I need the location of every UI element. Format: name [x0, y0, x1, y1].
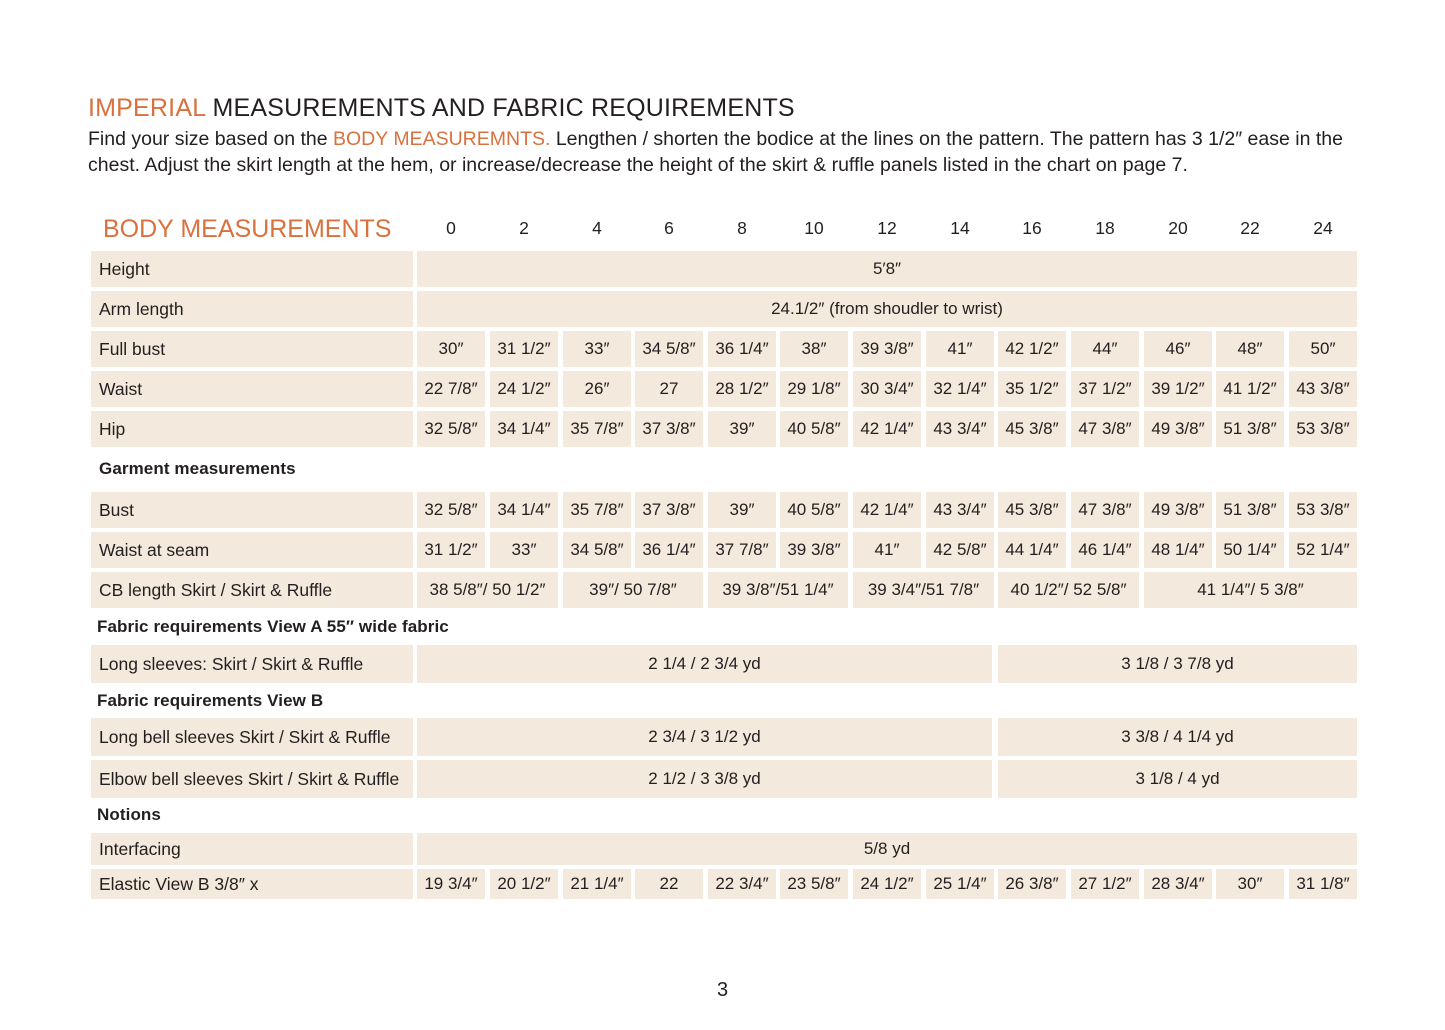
- row-label-fabric-b: Long bell sleeves Skirt / Skirt & Ruffle: [91, 718, 413, 756]
- title-rest: MEASUREMENTS AND FABRIC REQUIREMENTS: [205, 94, 795, 122]
- page-number: 3: [716, 979, 729, 1001]
- elastic-value: 20 1/2″: [490, 869, 558, 899]
- waist-at-seam-value: 42 5/8″: [926, 532, 994, 568]
- row-label-bust: Bust: [91, 492, 413, 528]
- bust-value: 34 1/4″: [490, 492, 558, 528]
- full-bust-value: 39 3/8″: [853, 331, 921, 367]
- waist-at-seam-value: 41″: [853, 532, 921, 568]
- bust-value: 51 3/8″: [1216, 492, 1284, 528]
- full-bust-value: 38″: [780, 331, 848, 367]
- cb-length-value: 39 3/8″/51 1/4″: [708, 572, 848, 608]
- waist-at-seam-value: 37 7/8″: [708, 532, 776, 568]
- hip-value: 49 3/8″: [1144, 411, 1212, 447]
- row-label-hip: Hip: [91, 411, 413, 447]
- fabric-a-section-heading: Fabric requirements View A 55″ wide fabric: [97, 617, 449, 636]
- waist-value: 35 1/2″: [998, 371, 1066, 407]
- bust-value: 53 3/8″: [1289, 492, 1357, 528]
- full-bust-value: 33″: [563, 331, 631, 367]
- full-bust-value: 46″: [1144, 331, 1212, 367]
- fabric-b-value: 2 3/4 / 3 1/2 yd: [417, 718, 992, 756]
- fabric-b-section-heading: Fabric requirements View B: [97, 691, 324, 710]
- hip-value: 37 3/8″: [635, 411, 703, 447]
- size-header: 14: [950, 218, 970, 238]
- row-label-cb-length: CB length Skirt / Skirt & Ruffle: [91, 572, 413, 608]
- size-header: 0: [446, 218, 456, 238]
- size-header: 12: [877, 218, 897, 238]
- row-label-elastic: Elastic View B 3/8″ x: [91, 869, 413, 899]
- intro-part1: Find your size based on the: [88, 128, 333, 150]
- cb-length-value: 40 1/2″/ 52 5/8″: [998, 572, 1139, 608]
- elastic-value: 22: [635, 869, 703, 899]
- size-header: 4: [592, 218, 602, 238]
- waist-value: 41 1/2″: [1216, 371, 1284, 407]
- waist-value: 39 1/2″: [1144, 371, 1212, 407]
- row-label-waist-at-seam: Waist at seam: [91, 532, 413, 568]
- hip-value: 42 1/4″: [853, 411, 921, 447]
- full-bust-value: 50″: [1289, 331, 1357, 367]
- size-header: 16: [1022, 218, 1042, 238]
- elastic-value: 23 5/8″: [780, 869, 848, 899]
- bust-value: 43 3/4″: [926, 492, 994, 528]
- waist-value: 37 1/2″: [1071, 371, 1139, 407]
- waist-at-seam-value: 52 1/4″: [1289, 532, 1357, 568]
- waist-value: 22 7/8″: [417, 371, 485, 407]
- fabric-b-value: 2 1/2 / 3 3/8 yd: [417, 760, 992, 798]
- intro-paragraph: [88, 126, 1353, 178]
- size-header: 22: [1240, 218, 1260, 238]
- cb-length-value: 39 3/4″/51 7/8″: [853, 572, 994, 608]
- hip-value: 39″: [708, 411, 776, 447]
- height-value: 5′8″: [417, 251, 1357, 287]
- title-accent: IMPERIAL: [88, 94, 206, 122]
- hip-value: 34 1/4″: [490, 411, 558, 447]
- full-bust-value: 30″: [417, 331, 485, 367]
- full-bust-value: 44″: [1071, 331, 1139, 367]
- hip-value: 35 7/8″: [563, 411, 631, 447]
- size-header: 10: [804, 218, 824, 238]
- waist-value: 27: [635, 371, 703, 407]
- waist-at-seam-value: 44 1/4″: [998, 532, 1066, 568]
- elastic-value: 26 3/8″: [998, 869, 1066, 899]
- bust-value: 35 7/8″: [563, 492, 631, 528]
- bust-value: 47 3/8″: [1071, 492, 1139, 528]
- elastic-value: 24 1/2″: [853, 869, 921, 899]
- elastic-value: 22 3/4″: [708, 869, 776, 899]
- garment-section-heading: Garment measurements: [99, 459, 296, 478]
- waist-at-seam-value: 31 1/2″: [417, 532, 485, 568]
- intro-accent: BODY MEASUREMNTS.: [332, 128, 551, 150]
- bust-value: 40 5/8″: [780, 492, 848, 528]
- fabric-a-value: 3 1/8 / 3 7/8 yd: [998, 645, 1357, 683]
- row-label-fabric-a: Long sleeves: Skirt / Skirt & Ruffle: [91, 645, 413, 683]
- waist-at-seam-value: 50 1/4″: [1216, 532, 1284, 568]
- size-header: 8: [737, 218, 747, 238]
- elastic-value: 25 1/4″: [926, 869, 994, 899]
- body-measurements-title: BODY MEASUREMENTS: [103, 215, 392, 243]
- elastic-value: 31 1/8″: [1289, 869, 1357, 899]
- full-bust-value: 42 1/2″: [998, 331, 1066, 367]
- hip-value: 51 3/8″: [1216, 411, 1284, 447]
- cb-length-value: 38 5/8″/ 50 1/2″: [417, 572, 558, 608]
- size-header: 18: [1095, 218, 1115, 238]
- full-bust-value: 36 1/4″: [708, 331, 776, 367]
- elastic-value: 27 1/2″: [1071, 869, 1139, 899]
- page-title: [88, 94, 795, 123]
- waist-at-seam-value: 46 1/4″: [1071, 532, 1139, 568]
- size-header: 2: [519, 218, 529, 238]
- waist-at-seam-value: 48 1/4″: [1144, 532, 1212, 568]
- row-label-full-bust: Full bust: [91, 331, 413, 367]
- bust-value: 39″: [708, 492, 776, 528]
- row-label-arm-length: Arm length: [91, 291, 413, 327]
- waist-at-seam-value: 36 1/4″: [635, 532, 703, 568]
- hip-value: 45 3/8″: [998, 411, 1066, 447]
- waist-at-seam-value: 34 5/8″: [563, 532, 631, 568]
- full-bust-value: 41″: [926, 331, 994, 367]
- row-label-waist: Waist: [91, 371, 413, 407]
- full-bust-value: 31 1/2″: [490, 331, 558, 367]
- waist-value: 30 3/4″: [853, 371, 921, 407]
- elastic-value: 28 3/4″: [1144, 869, 1212, 899]
- full-bust-value: 34 5/8″: [635, 331, 703, 367]
- waist-at-seam-value: 39 3/8″: [780, 532, 848, 568]
- waist-value: 24 1/2″: [490, 371, 558, 407]
- size-header: 24: [1313, 218, 1333, 238]
- row-label-fabric-b: Elbow bell sleeves Skirt / Skirt & Ruffle: [91, 760, 413, 798]
- fabric-b-value: 3 1/8 / 4 yd: [998, 760, 1357, 798]
- row-label-height: Height: [91, 251, 413, 287]
- elastic-value: 30″: [1216, 869, 1284, 899]
- hip-value: 43 3/4″: [926, 411, 994, 447]
- bust-value: 45 3/8″: [998, 492, 1066, 528]
- bust-value: 42 1/4″: [853, 492, 921, 528]
- size-header: 6: [664, 218, 674, 238]
- fabric-b-value: 3 3/8 / 4 1/4 yd: [998, 718, 1357, 756]
- waist-value: 28 1/2″: [708, 371, 776, 407]
- waist-value: 29 1/8″: [780, 371, 848, 407]
- waist-value: 43 3/8″: [1289, 371, 1357, 407]
- hip-value: 40 5/8″: [780, 411, 848, 447]
- hip-value: 47 3/8″: [1071, 411, 1139, 447]
- arm-length-value: 24.1/2″ (from shoudler to wrist): [417, 291, 1357, 327]
- elastic-value: 19 3/4″: [417, 869, 485, 899]
- cb-length-value: 41 1/4″/ 5 3/8″: [1144, 572, 1357, 608]
- size-header: 20: [1168, 218, 1188, 238]
- elastic-value: 21 1/4″: [563, 869, 631, 899]
- intro-part2: Lengthen / shorten the bodice at the lines on the pattern. The pattern has 3 1/2″ ease in the chest. Adjust the skirt length at the hem, or increase/decrease the height of the skirt & ruffle panels listed in the chart on page 7.: [88, 128, 1343, 176]
- notions-section-heading: Notions: [97, 805, 161, 824]
- hip-value: 32 5/8″: [417, 411, 485, 447]
- bust-value: 32 5/8″: [417, 492, 485, 528]
- full-bust-value: 48″: [1216, 331, 1284, 367]
- bust-value: 37 3/8″: [635, 492, 703, 528]
- row-label-interfacing: Interfacing: [91, 833, 413, 865]
- waist-value: 26″: [563, 371, 631, 407]
- cb-length-value: 39″/ 50 7/8″: [563, 572, 703, 608]
- waist-at-seam-value: 33″: [490, 532, 558, 568]
- waist-value: 32 1/4″: [926, 371, 994, 407]
- bust-value: 49 3/8″: [1144, 492, 1212, 528]
- hip-value: 53 3/8″: [1289, 411, 1357, 447]
- fabric-a-value: 2 1/4 / 2 3/4 yd: [417, 645, 992, 683]
- interfacing-value: 5/8 yd: [417, 833, 1357, 865]
